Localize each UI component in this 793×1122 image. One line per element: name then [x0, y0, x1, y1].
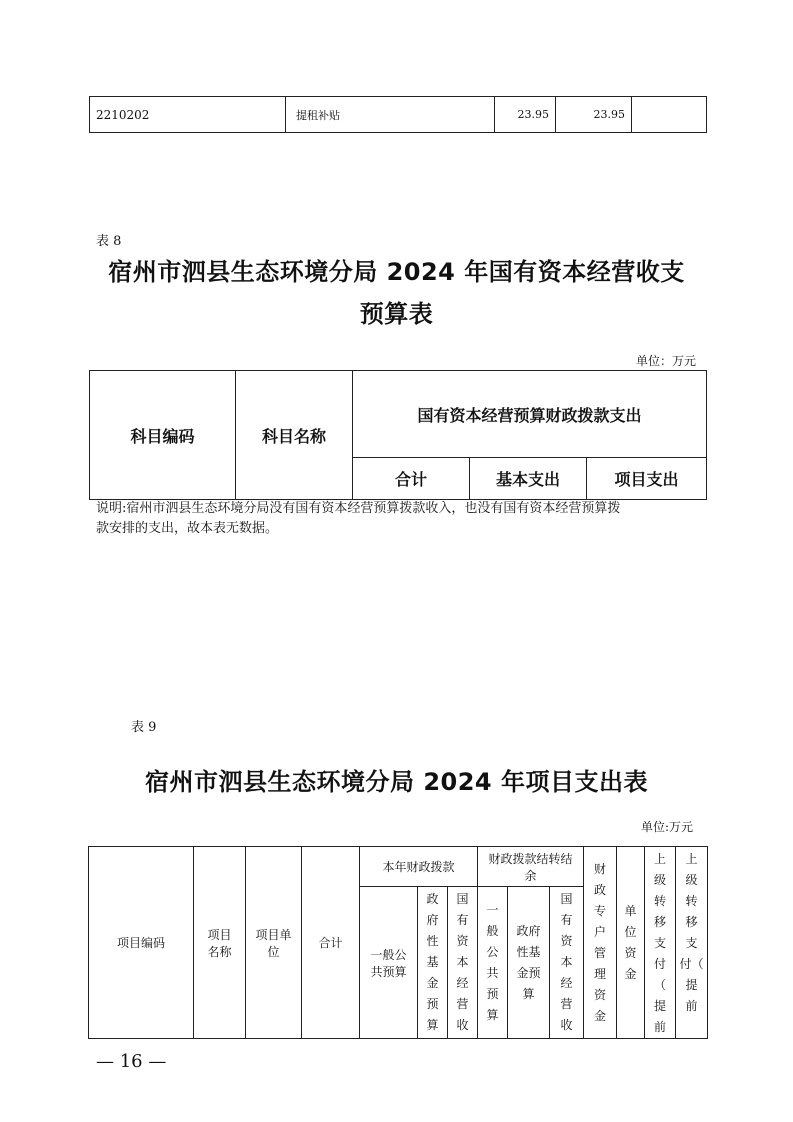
header-text: 共预算 [370, 964, 407, 979]
char: 基 [426, 955, 439, 970]
table9-label: 表 9 [131, 720, 157, 735]
table9-unit: 单位:万元 [640, 820, 693, 834]
char: 转 [654, 894, 667, 908]
header-text: 算 [522, 986, 535, 1001]
char: 付（ [679, 957, 704, 971]
header-general-public-budget [360, 887, 418, 1039]
char: 本 [560, 955, 573, 970]
char: 收 [560, 1018, 573, 1033]
char: 营 [560, 997, 573, 1012]
char: 性 [426, 934, 439, 949]
char: 级 [654, 873, 667, 887]
char: 上 [685, 852, 698, 866]
char: 移 [654, 915, 667, 929]
header-text: 名称 [207, 944, 232, 959]
header-carryover-government-fund-budget [508, 887, 550, 1039]
char: 一 [486, 902, 499, 917]
header-special-account-funds [584, 847, 617, 1039]
header-carryover-general-public-budget [478, 887, 508, 1039]
char: 专 [594, 903, 607, 918]
table9-title: 宿州市泗县生态环境分局 2024 年项目支出表 [144, 768, 648, 796]
char: 财 [594, 861, 607, 876]
note-line: 款安排的支出，故本表无数据。 [96, 521, 279, 536]
table8-note [96, 499, 706, 539]
char: 支 [654, 936, 667, 950]
char: 提 [685, 978, 698, 992]
header-text: 政府 [516, 923, 541, 938]
char: 管 [594, 945, 607, 960]
char: 前 [685, 999, 698, 1013]
table9-grid [88, 846, 708, 1039]
table8-header-row [90, 371, 707, 458]
char: 收 [456, 1018, 469, 1033]
header-carryover [478, 847, 584, 887]
header-state-capital-income [448, 887, 478, 1039]
char: 有 [456, 913, 469, 928]
char: 算 [426, 1018, 439, 1033]
table9-header-row [89, 847, 708, 887]
char: 国 [456, 892, 469, 907]
header-upper-transfer-payment-1 [645, 847, 676, 1039]
table-row [90, 97, 707, 133]
char: 位 [624, 924, 637, 939]
char: 户 [594, 924, 607, 939]
char: 理 [594, 966, 607, 981]
header-unit-funds [617, 847, 645, 1039]
char: 公 [486, 944, 499, 959]
header-text: 性基 [516, 944, 541, 959]
header-project-name [194, 847, 246, 1039]
char: 金 [594, 1008, 607, 1023]
char: 算 [486, 1007, 499, 1022]
header-current-year-appropriation: 本年财政拨款 [360, 847, 478, 887]
header-text: 项目单 [255, 927, 292, 942]
header-text: 一般公 [370, 947, 407, 962]
char: 国 [560, 892, 573, 907]
header-state-capital-expenditure: 国有资本经营预算财政拨款支出 [353, 371, 707, 458]
header-upper-transfer-payment-2 [676, 847, 708, 1039]
char: 府 [426, 913, 439, 928]
char: 资 [624, 945, 637, 960]
char: 政 [426, 892, 439, 907]
char: 资 [594, 987, 607, 1002]
header-text: 余 [524, 868, 537, 883]
char: 经 [456, 976, 469, 991]
char: 预 [486, 986, 499, 1001]
header-text: 财政拨款结转结 [488, 851, 573, 866]
header-text: 金预 [516, 965, 541, 980]
char: 营 [456, 997, 469, 1012]
header-basic-expenditure: 基本支出 [470, 458, 587, 500]
char: 共 [486, 965, 499, 980]
char: 付 [654, 957, 667, 971]
header-subject-code: 科目编码 [90, 371, 236, 500]
subject-name-cell: 提租补贴 [286, 97, 495, 133]
amount-cell: 23.95 [495, 97, 556, 133]
char: 级 [685, 873, 698, 887]
char: 支 [685, 936, 698, 950]
page-number: — 16 — [96, 1051, 167, 1072]
header-subject-name: 科目名称 [236, 371, 353, 500]
subject-code-cell: 2210202 [90, 97, 286, 133]
table8-label: 表 8 [96, 234, 122, 249]
header-total: 合计 [302, 847, 360, 1039]
table8-unit: 单位：万元 [635, 354, 696, 368]
char: 金 [426, 976, 439, 991]
char: 金 [624, 966, 637, 981]
char: 转 [685, 894, 698, 908]
char: 有 [560, 913, 573, 928]
char: 本 [456, 955, 469, 970]
char: （ [654, 978, 667, 992]
char: 单 [624, 903, 637, 918]
char: 般 [486, 923, 499, 938]
amount-cell: 23.95 [556, 97, 632, 133]
header-government-fund-budget [418, 887, 448, 1039]
char: 资 [456, 934, 469, 949]
header-project-code: 项目编码 [89, 847, 194, 1039]
header-text: 项目 [207, 927, 232, 942]
char: 上 [654, 852, 667, 866]
char: 政 [594, 882, 607, 897]
table8-title-line1: 宿州市泗县生态环境分局 2024 年国有资本经营收支 [108, 258, 685, 286]
header-total: 合计 [353, 458, 470, 500]
char: 移 [685, 915, 698, 929]
note-line: 说明:宿州市泗县生态环境分局没有国有资本经营预算拨款收入，也没有国有资本经营预算拨 [96, 501, 621, 516]
continued-table-row [89, 96, 707, 133]
char: 提 [654, 999, 667, 1013]
char: 预 [426, 997, 439, 1012]
char: 前 [654, 1020, 667, 1034]
header-text: 位 [267, 944, 280, 959]
char: 经 [560, 976, 573, 991]
amount-cell [632, 97, 707, 133]
table8-grid [89, 370, 707, 500]
char: 资 [560, 934, 573, 949]
header-project-unit [246, 847, 302, 1039]
header-carryover-state-capital-income [550, 887, 584, 1039]
header-project-expenditure: 项目支出 [587, 458, 707, 500]
table8-title-line2: 预算表 [359, 300, 434, 328]
